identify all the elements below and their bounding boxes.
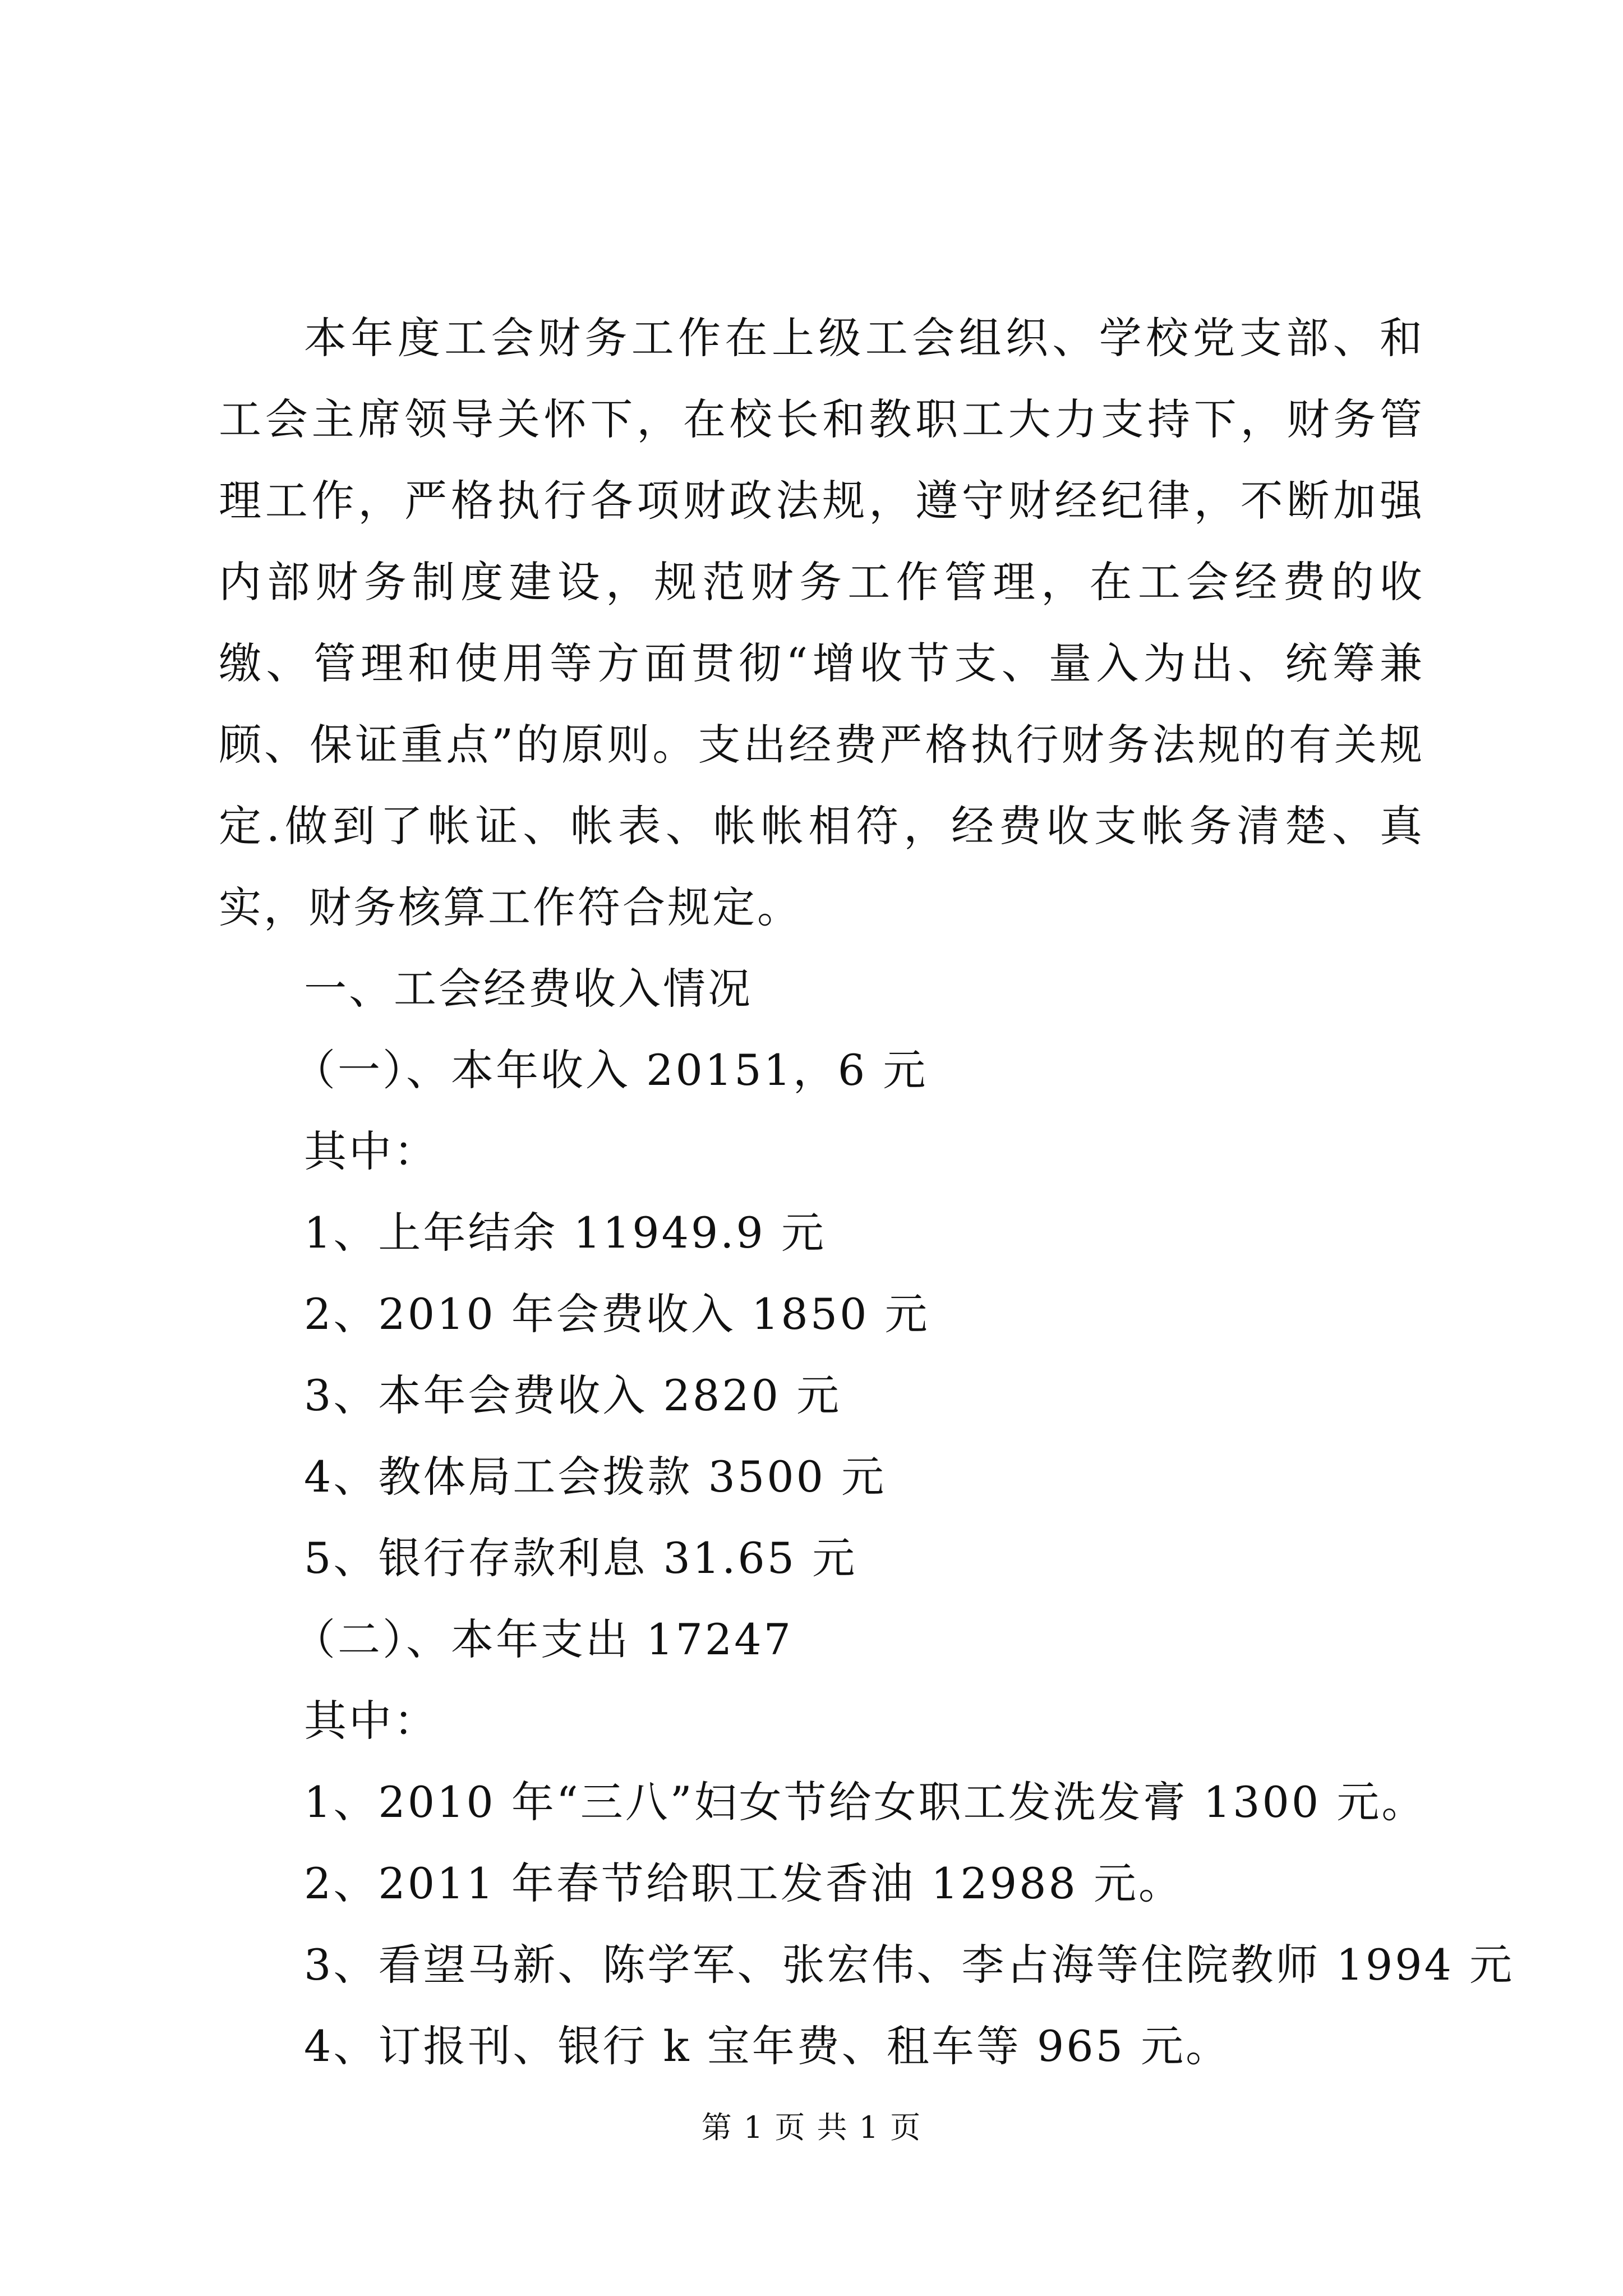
income-total: （一）、本年收入 20151，6 元 [293, 1045, 928, 1095]
expense-among-label: 其中： [304, 1696, 439, 1746]
section-heading-income: 一、工会经费收入情况 [304, 964, 753, 1014]
expense-item: 3、看望马新、陈学军、张宏伟、李占海等住院教师 1994 元 [304, 1940, 1515, 1990]
page-footer: 第 1 页 共 1 页 [701, 2110, 922, 2145]
income-item: 3、本年会费收入 2820 元 [304, 1370, 842, 1420]
expense-total: （二）、本年支出 17247 [293, 1614, 793, 1664]
income-item: 1、上年结余 11949.9 元 [304, 1208, 826, 1258]
income-among-label: 其中： [304, 1126, 439, 1176]
expense-item: 2、2011 年春节给职工发香油 12988 元。 [304, 1858, 1184, 1908]
income-item: 4、教体局工会拨款 3500 元 [304, 1452, 887, 1502]
document-body [219, 297, 1515, 2087]
expense-item: 4、订报刊、银行 k 宝年费、租车等 965 元。 [304, 2021, 1231, 2071]
income-item: 5、银行存款利息 31.65 元 [304, 1533, 857, 1583]
expense-item: 1、2010 年“三八”妇女节给女职工发洗发膏 1300 元。 [304, 1777, 1427, 1827]
intro-paragraph: 本年度工会财务工作在上级工会组织、学校党支部、和工会主席领导关怀下，在校长和教职工大力支持下，财务管理工作，严格执行各项财政法规，遵守财经纪律，不断加强内部财务制度建设，规范财务工作管理，在工会经费的收缴、管理和使用等方面贯彻“增收节支、量入为出、统筹兼顾、保证重点”的原则。支出经费严格执行财务法规的有关规定.做到了帐证、帐表、帐帐相符，经费收支帐务清楚、真实，财务核算工作符合规定。 [219, 313, 1424, 932]
income-item: 2、2010 年会费收入 1850 元 [304, 1289, 930, 1339]
